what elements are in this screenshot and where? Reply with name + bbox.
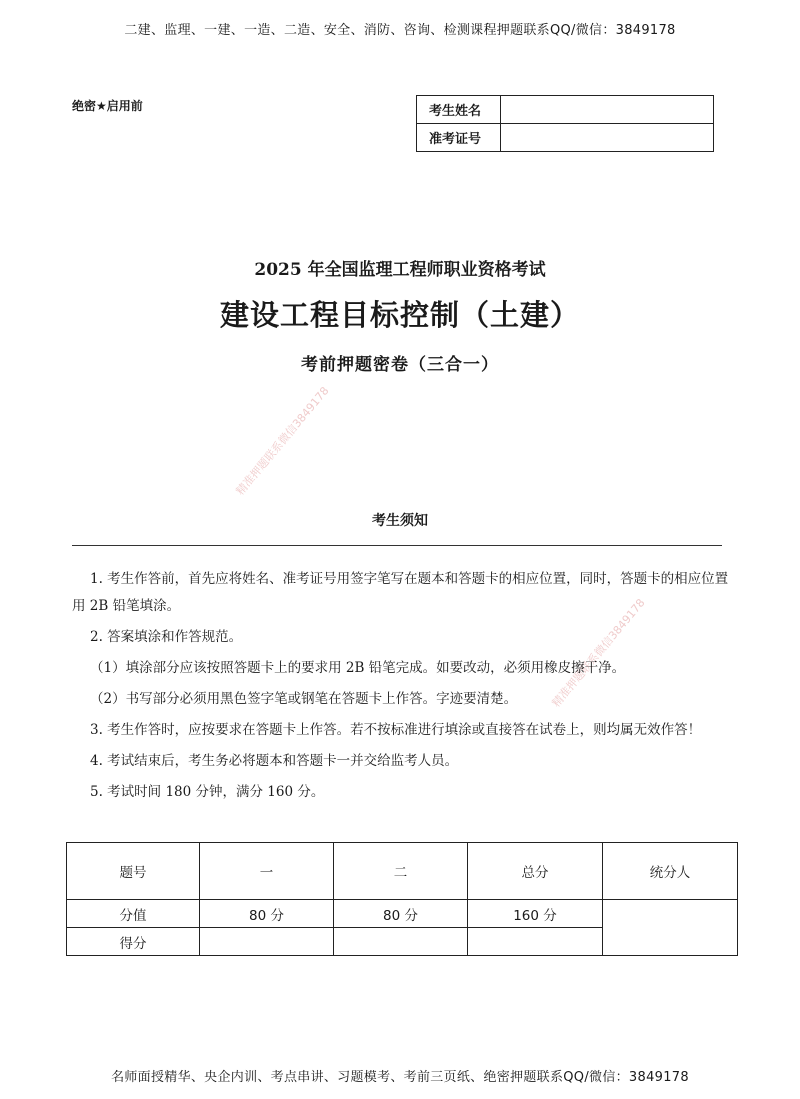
scorer-signature-cell[interactable] [603, 900, 738, 956]
notice-item: （1）填涂部分应该按照答题卡上的要求用 2B 铅笔完成。如要改动，必须用橡皮擦干净。 [90, 660, 626, 676]
table-header-cell: 总分 [468, 843, 603, 900]
notice-title: 考生须知 [372, 513, 428, 529]
notice-item: 2. 答案填涂和作答规范。 [90, 629, 243, 645]
divider [72, 545, 722, 546]
score-entry-cell[interactable] [200, 928, 334, 956]
bottom-banner: 名师面授精华、央企内训、考点串讲、习题模考、考前三页纸、绝密押题联系QQ/微信：3849178 [111, 1070, 689, 1085]
candidate-info-box [416, 95, 714, 152]
subject-title: 建设工程目标控制（土建） [219, 298, 580, 332]
table-cell: 分值 [67, 900, 200, 928]
paper-title: 考前押题密卷（三合一） [301, 355, 499, 375]
confidential-mark: 绝密★启用前 [72, 99, 143, 113]
notice-item: 3. 考生作答时，应按要求在答题卡上作答。若不按标准进行填涂或直接答在试卷上，则均属无效作答！ [90, 722, 702, 738]
top-banner: 二建、监理、一建、一造、二造、安全、消防、咨询、检测课程押题联系QQ/微信：3849178 [124, 23, 676, 38]
name-field[interactable] [501, 96, 714, 124]
table-header-cell: 题号 [67, 843, 200, 900]
watermark-text: 精准押题联系微信3849178 [549, 596, 648, 710]
table-row [67, 900, 738, 928]
notice-item: 1. 考生作答前，首先应将姓名、准考证号用签字笔写在题本和答题卡的相应位置，同时，答题卡的相应位置用 2B 铅笔填涂。 [72, 571, 729, 614]
watermark-text: 精准押题联系微信3849178 [233, 384, 332, 498]
score-table [66, 842, 738, 956]
table-cell: 得分 [67, 928, 200, 956]
notice-item: （2）书写部分必须用黑色签字笔或钢笔在答题卡上作答。字迹要清楚。 [90, 691, 518, 707]
table-header-cell: 统分人 [603, 843, 738, 900]
name-label: 考生姓名 [417, 96, 501, 124]
id-label: 准考证号 [417, 124, 501, 152]
table-cell: 160 分 [468, 900, 603, 928]
table-row [67, 843, 738, 900]
table-header-cell: 一 [200, 843, 334, 900]
exam-title: 2025 年全国监理工程师职业资格考试 [254, 260, 546, 280]
table-cell: 80 分 [200, 900, 334, 928]
notice-item: 4. 考试结束后，考生务必将题本和答题卡一并交给监考人员。 [90, 753, 459, 769]
notice-item: 5. 考试时间 180 分钟，满分 160 分。 [90, 784, 325, 800]
table-cell: 80 分 [334, 900, 468, 928]
id-field[interactable] [501, 124, 714, 152]
score-entry-cell[interactable] [468, 928, 603, 956]
notice-body [72, 566, 732, 810]
table-header-cell: 二 [334, 843, 468, 900]
score-entry-cell[interactable] [334, 928, 468, 956]
